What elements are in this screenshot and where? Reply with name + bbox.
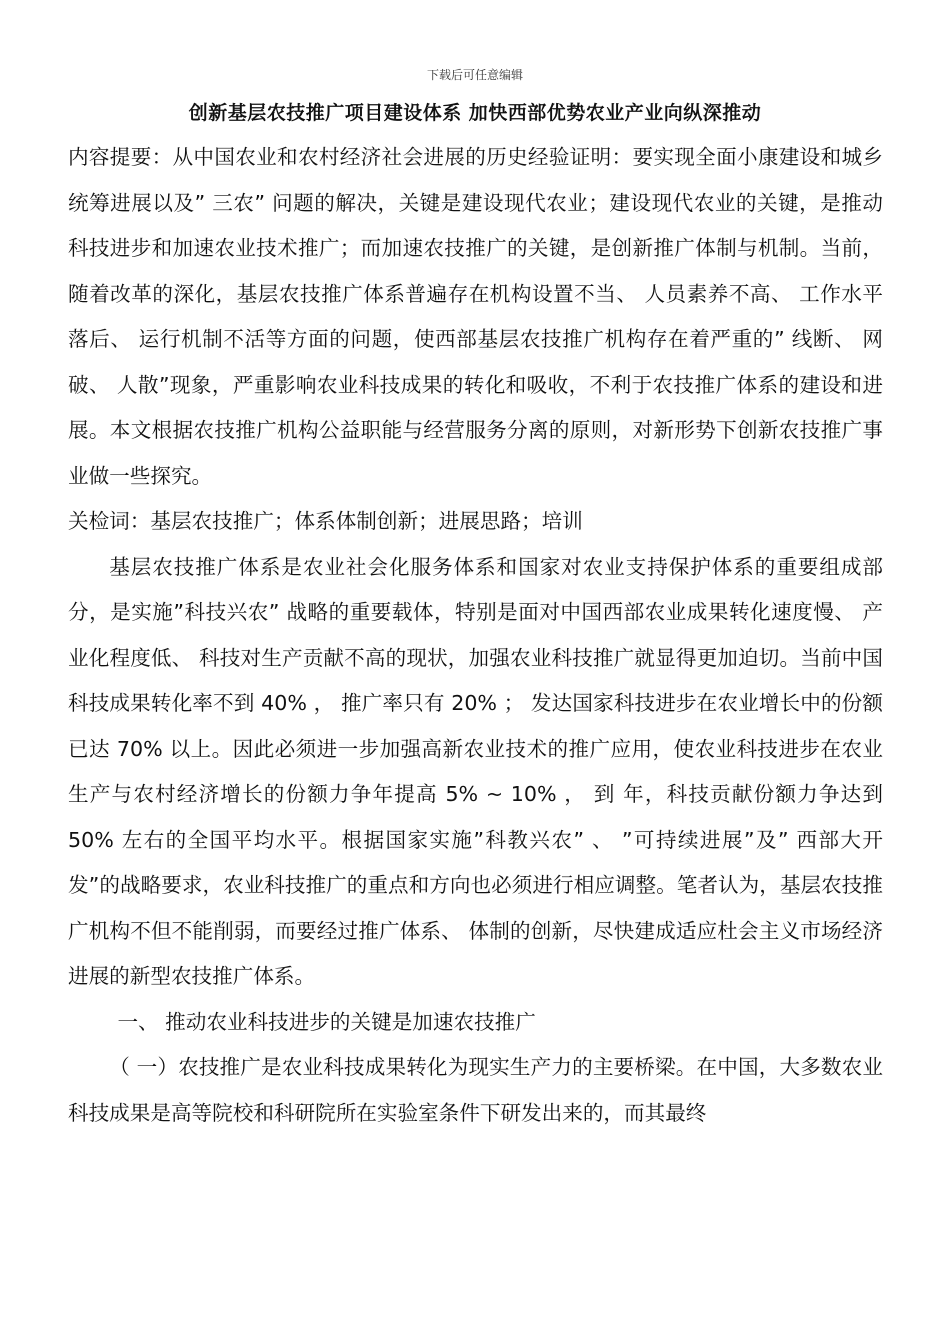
body-paragraph-1: 基层农技推广体系是农业社会化服务体系和国家对农业支持保护体系的重要组成部分，是实施”科技兴农” 战略的重要载体，特别是面对中国西部农业成果转化速度慢、 产业化程度低、 科技对生产贡献不高的现状，加强农业科技推广就显得更加迫切。当前中国科技成果转化率不到 40% ， 推广率只有 20% ； 发达国家科技进步在农业增长中的份额已达 70% 以上。因此必须进一步加强高新农业技术的推广应用，使农业科技进步在农业生产与农村经济增长的份额力争年提高 5% ~ 10% ， 到 年，科技贡献份额力争达到 50% 左右的全国平均水平。根据国家实施”科教兴农” 、 ”可持续进展”及” 西部大开发”的战略要求，农业科技推广的重点和方向也必须进行相应调整。笔者认为，基层农技推广机构不但不能削弱，而要经过推广体系、 体制的创新，尽快建成适应杜会主义市场经济进展的新型农技推广体系。 — [68, 554, 883, 988]
header-note: 下载后可任意编辑 — [426, 68, 523, 82]
keywords-line: 关检词：基层农技推广；体系体制创新；进展思路；培训 — [68, 509, 583, 533]
section-heading-1: 一、 推动农业科技进步的关键是加速农技推广 — [117, 1009, 536, 1034]
body-paragraph-2: （ 一）农技推广是农业科技成果转化为现实生产力的主要桥梁。在中国，大多数农业科技成果是高等院校和科研院所在实验室条件下研发出来的，而其最终 — [68, 1055, 883, 1125]
document-body — [68, 135, 883, 1136]
document-title: 创新基层农技推广项目建设体系 加快西部优势农业产业向纵深推动 — [188, 102, 762, 124]
abstract-paragraph: 内容提要：从中国农业和农村经济社会进展的历史经验证明：要实现全面小康建设和城乡统筹进展以及” 三农” 问题的解决，关键是建设现代农业；建设现代农业的关键，是推动科技进步和加速农业技术推广；而加速农技推广的关键，是创新推广体制与机制。当前，随着改革的深化，基层农技推广体系普遍存在机构设置不当、 人员素养不高、 工作水平落后、 运行机制不活等方面的问题，使西部基层农技推广机构存在着严重的” 线断、 网破、 人散”现象，严重影响农业科技成果的转化和吸收，不利于农技推广体系的建设和进展。本文根据农技推广机构公益职能与经营服务分离的原则，对新形势下创新农技推广事业做一些探究。 — [68, 145, 883, 488]
